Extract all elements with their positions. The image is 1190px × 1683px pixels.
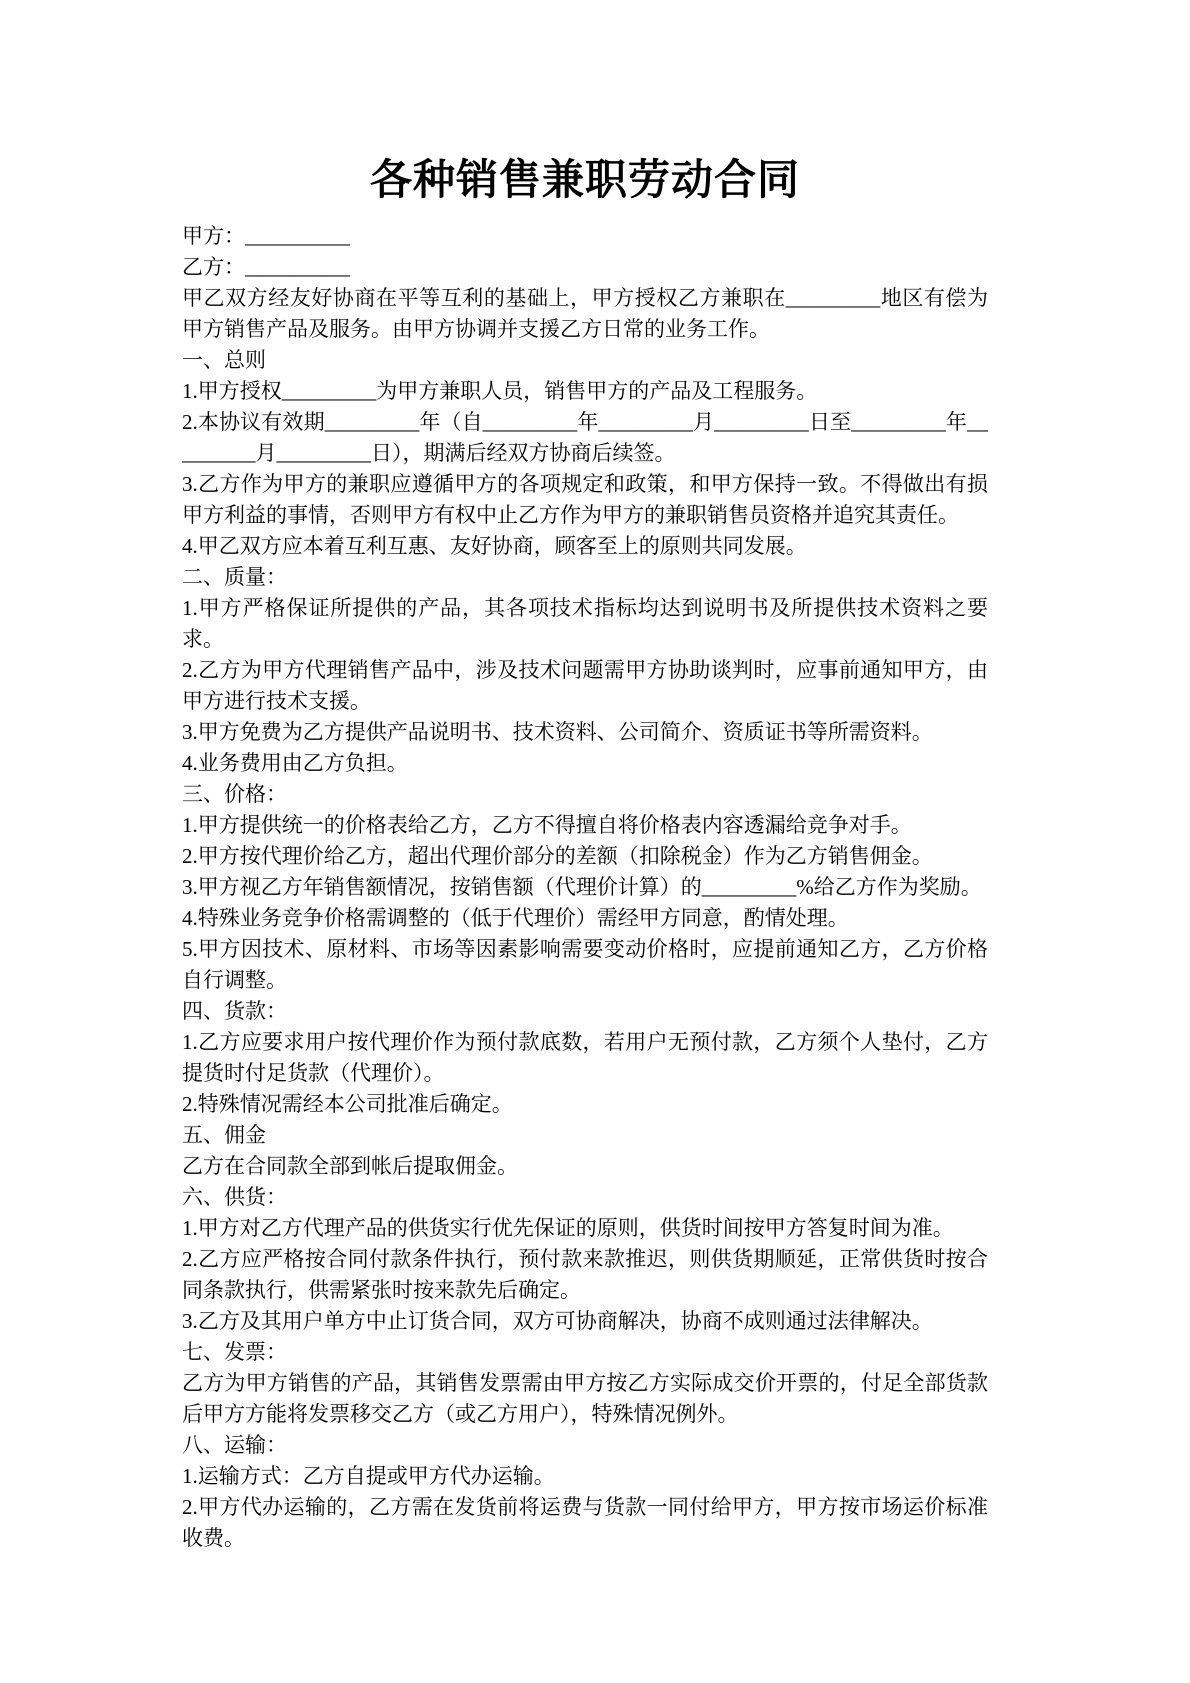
clause: 2.甲方代办运输的，乙方需在发货前将运费与货款一同付给甲方，甲方按市场运价标准收费。 <box>182 1495 988 1550</box>
clause: 1.甲方授权_________为甲方兼职人员，销售甲方的产品及工程服务。 <box>182 379 818 403</box>
clause: 2.乙方应严格按合同付款条件执行，预付款来款推迟，则供货期顺延，正常供货时按合同条款执行，供需紧张时按来款先后确定。 <box>182 1247 988 1302</box>
section-heading: 五、佣金 <box>182 1123 266 1147</box>
preamble: 甲乙双方经友好协商在平等互利的基础上，甲方授权乙方兼职在_________地区有偿为甲方销售产品及服务。由甲方协调并支援乙方日常的业务工作。 <box>182 286 988 341</box>
clause: 4.业务费用由乙方负担。 <box>182 751 408 775</box>
section-heading: 二、质量： <box>182 565 287 589</box>
clause: 3.乙方作为甲方的兼职应遵循甲方的各项规定和政策，和甲方保持一致。不得做出有损甲方利益的事情，否则甲方有权中止乙方作为甲方的兼职销售员资格并追究其责任。 <box>182 472 988 527</box>
section-heading: 三、价格： <box>182 782 287 806</box>
clause: 4.甲乙双方应本着互利互惠、友好协商，顾客至上的原则共同发展。 <box>182 534 807 558</box>
section-transport <box>182 1430 988 1554</box>
party-a-line: 甲方：__________ <box>182 224 350 248</box>
clause: 2.本协议有效期_________年（自_________年_________月_________日至_________年_________月_________日），期满后经双方协商后续签。 <box>182 410 988 465</box>
clause: 1.甲方严格保证所提供的产品，其各项技术指标均达到说明书及所提供技术资料之要求。 <box>182 596 988 651</box>
section-heading: 七、发票： <box>182 1340 287 1364</box>
clause: 乙方在合同款全部到帐后提取佣金。 <box>182 1154 518 1178</box>
clause: 乙方为甲方销售的产品，其销售发票需由甲方按乙方实际成交价开票的，付足全部货款后甲方方能将发票移交乙方（或乙方用户），特殊情况例外。 <box>182 1371 988 1426</box>
section-heading: 四、货款： <box>182 999 287 1023</box>
clause: 1.甲方提供统一的价格表给乙方，乙方不得擅自将价格表内容透漏给竞争对手。 <box>182 813 912 837</box>
section-price <box>182 779 988 996</box>
clause: 3.甲方免费为乙方提供产品说明书、技术资料、公司简介、资质证书等所需资料。 <box>182 720 933 744</box>
clause: 4.特殊业务竞争价格需调整的（低于代理价）需经甲方同意，酌情处理。 <box>182 906 849 930</box>
contract-body <box>182 221 988 1554</box>
section-heading: 一、总则 <box>182 348 266 372</box>
contract-title: 各种销售兼职劳动合同 <box>369 158 800 204</box>
clause: 2.甲方按代理价给乙方，超出代理价部分的差额（扣除税金）作为乙方销售佣金。 <box>182 844 933 868</box>
section-heading: 八、运输： <box>182 1433 287 1457</box>
clause: 3.乙方及其用户单方中止订货合同，双方可协商解决，协商不成则通过法律解决。 <box>182 1309 933 1333</box>
clause: 2.特殊情况需经本公司批准后确定。 <box>182 1092 513 1116</box>
clause: 5.甲方因技术、原材料、市场等因素影响需要变动价格时，应提前通知乙方，乙方价格自行调整。 <box>182 937 988 992</box>
section-commission <box>182 1120 988 1182</box>
section-invoice <box>182 1337 988 1430</box>
section-quality <box>182 562 988 779</box>
clause: 1.甲方对乙方代理产品的供货实行优先保证的原则，供货时间按甲方答复时间为准。 <box>182 1216 954 1240</box>
section-supply <box>182 1182 988 1337</box>
clause: 1.乙方应要求用户按代理价作为预付款底数，若用户无预付款，乙方须个人垫付，乙方提货时付足货款（代理价）。 <box>182 1030 988 1085</box>
section-payment <box>182 996 988 1120</box>
section-heading: 六、供货： <box>182 1185 287 1209</box>
clause: 3.甲方视乙方年销售额情况，按销售额（代理价计算）的_________%给乙方作为奖励。 <box>182 875 982 899</box>
section-general <box>182 345 988 562</box>
clause: 2.乙方为甲方代理销售产品中，涉及技术问题需甲方协助谈判时，应事前通知甲方，由甲方进行技术支援。 <box>182 658 988 713</box>
clause: 1.运输方式：乙方自提或甲方代办运输。 <box>182 1464 555 1488</box>
party-b-line: 乙方：__________ <box>182 255 350 279</box>
